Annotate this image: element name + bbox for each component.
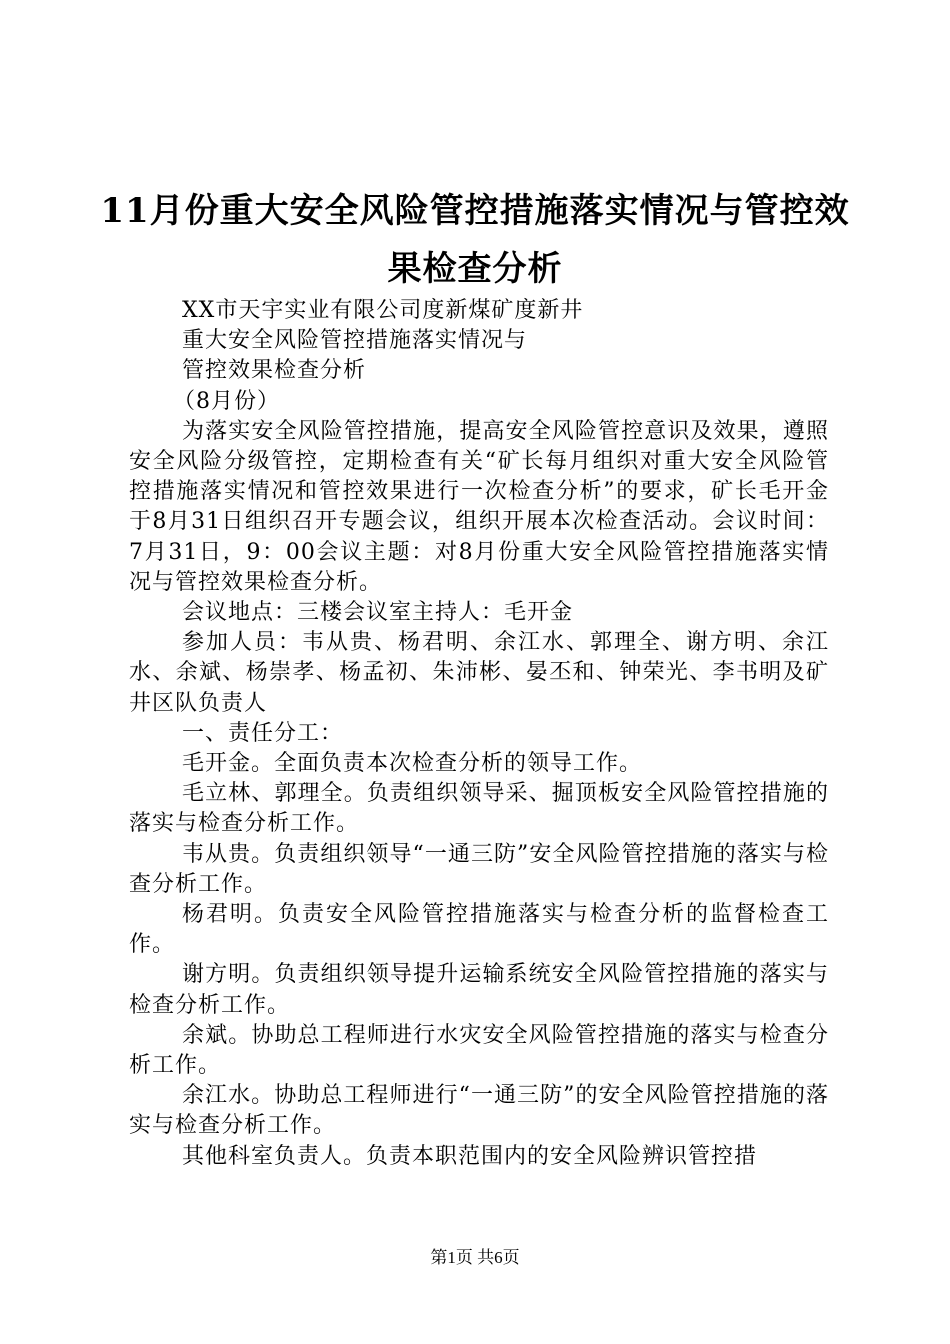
page-number-footer: 第1页 共6页 <box>430 1248 520 1267</box>
duty-paragraph: 余江水。协助总工程师进行“一通三防”的安全风险管控措施的落实与检查分析工作。 <box>129 1083 829 1139</box>
meeting-location-paragraph: 会议地点：三楼会议室主持人：毛开金 <box>182 600 574 626</box>
duty-paragraph: 韦从贵。负责组织领导“一通三防”安全风险管控措施的落实与检查分析工作。 <box>129 841 829 897</box>
company-line: XX市天宇实业有限公司度新煤矿度新井 <box>182 298 584 323</box>
section-heading: 一、责任分工： <box>182 720 344 746</box>
duty-paragraph: 毛开金。全面负责本次检查分析的领导工作。 <box>182 751 643 777</box>
document-body <box>129 296 829 1172</box>
duty-paragraph: 杨君明。负责安全风险管控措施落实与检查分析的监督检查工作。 <box>129 902 829 958</box>
duty-paragraph: 谢方明。负责组织领导提升运输系统安全风险管控措施的落实与检查分析工作。 <box>129 962 829 1018</box>
document-title: 11月份重大安全风险管控措施落实情况与管控效果检查分析 <box>100 191 850 289</box>
intro-paragraph: 为落实安全风险管控措施，提高安全风险管控意识及效果，遵照安全风险分级管控，定期检查有关“矿长每月组织对重大安全风险管控措施落实情况和管控效果进行一次检查分析”的要求，矿长毛开金于8月31日组织召开专题会议，组织开展本次检查活动。会议时间：7月31日，9：00会议主题：对8月份重大安全风险管控措施落实情况与管控效果检查分析。 <box>129 418 829 595</box>
participants-paragraph: 参加人员：韦从贵、杨君明、余江水、郭理全、谢方明、余江水、余斌、杨崇孝、杨孟初、朱沛彬、晏丕和、钟荣光、李书明及矿井区队负责人 <box>129 630 829 716</box>
subtitle-line-2: 管控效果检查分析 <box>182 358 367 384</box>
duty-paragraph: 余斌。协助总工程师进行水灾安全风险管控措施的落实与检查分析工作。 <box>129 1022 829 1079</box>
month-line: （8月份） <box>173 388 280 414</box>
duty-paragraph: 其他科室负责人。负责本职范围内的安全风险辨识管控措 <box>182 1143 758 1169</box>
duty-paragraph: 毛立林、郭理全。负责组织领导采、掘顶板安全风险管控措施的落实与检查分析工作。 <box>129 781 829 837</box>
subtitle-line-1: 重大安全风险管控措施落实情况与 <box>182 328 528 354</box>
